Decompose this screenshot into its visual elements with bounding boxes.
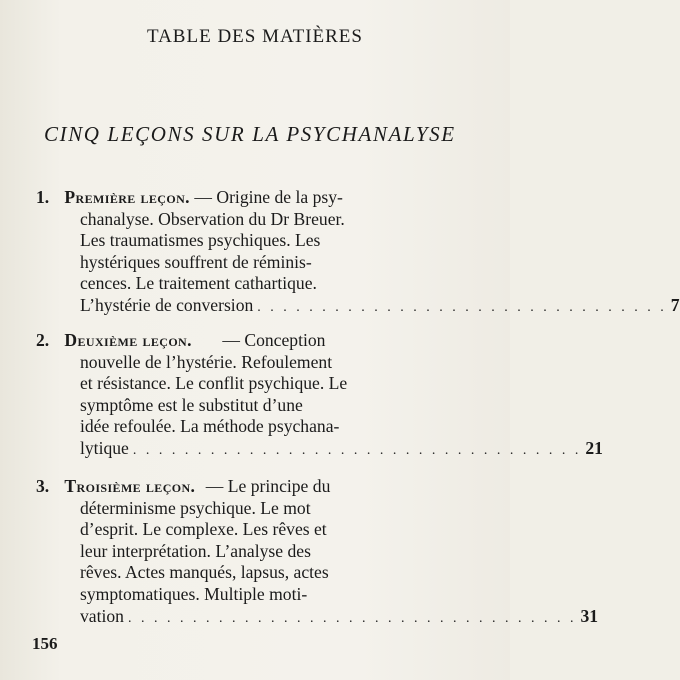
entry-number: 2. [36,330,50,350]
page-folio: 156 [32,634,58,653]
entry-last-line [36,605,599,630]
entry-line: symptomatiques. Multiple moti- [80,583,308,604]
entry-first-line [36,330,486,352]
entry-number: 3. [36,476,50,496]
entry-number: 1. [36,187,50,207]
entry-line: symptôme est le substitut d’une [80,394,303,415]
entry-line: — Origine de la psy- [194,187,343,207]
toc-entry-2 [36,330,603,462]
entry-line: leur interprétation. L’analyse des [80,540,311,561]
entry-line: L’hystérie de conversion [80,294,254,315]
dot-leader: . . . . . . . . . . . . . . . . . . . . . . . . . . . . . . . . . . . [127,610,577,626]
entry-line: lytique [80,437,129,458]
dot-leader: . . . . . . . . . . . . . . . . . . . . . . . . . . . . . . . . [257,299,667,315]
dot-leader: . . . . . . . . . . . . . . . . . . . . . . . . . . . . . . . . . . . [132,442,582,458]
entry-heading: Première leçon. [64,187,190,207]
entry-first-line [36,476,486,498]
entry-page-number: 21 [585,437,603,458]
entry-line: d’esprit. Le complexe. Les rêves et [80,519,327,540]
entry-line: déterminisme psychique. Le mot [80,497,311,518]
entry-line: — Conception [222,330,326,350]
entry-line: — Le principe du [205,476,331,496]
entry-line: chanalyse. Observation du Dr Breuer. [80,208,345,229]
toc-entry-1 [36,187,680,319]
entry-first-line [36,187,486,209]
entry-line: vation [80,605,124,626]
entry-heading: Deuxième leçon. [64,330,192,350]
entry-line: et résistance. Le conflit psychique. Le [80,373,348,394]
running-head: TABLE DES MATIÈRES [147,26,363,47]
entry-line: Les traumatismes psychiques. Les [80,230,321,251]
entry-page-number: 31 [580,605,599,626]
entry-line: rêves. Actes manqués, lapsus, actes [80,562,329,583]
entry-line: nouvelle de l’hystérie. Refoulement [80,351,333,372]
entry-page-number: 7 [670,294,680,315]
entry-line: idée refoulée. La méthode psychana- [80,416,340,437]
book-title: CINQ LEÇONS SUR LA PSYCHANALYSE [44,122,456,146]
entry-last-line [36,437,603,462]
toc-entry-3 [36,476,599,629]
entry-line: cences. Le traitement cathartique. [80,273,317,294]
entry-line: hystériques souffrent de réminis- [80,251,312,272]
entry-heading: Troisième leçon. [64,476,196,496]
entry-last-line [36,294,680,319]
